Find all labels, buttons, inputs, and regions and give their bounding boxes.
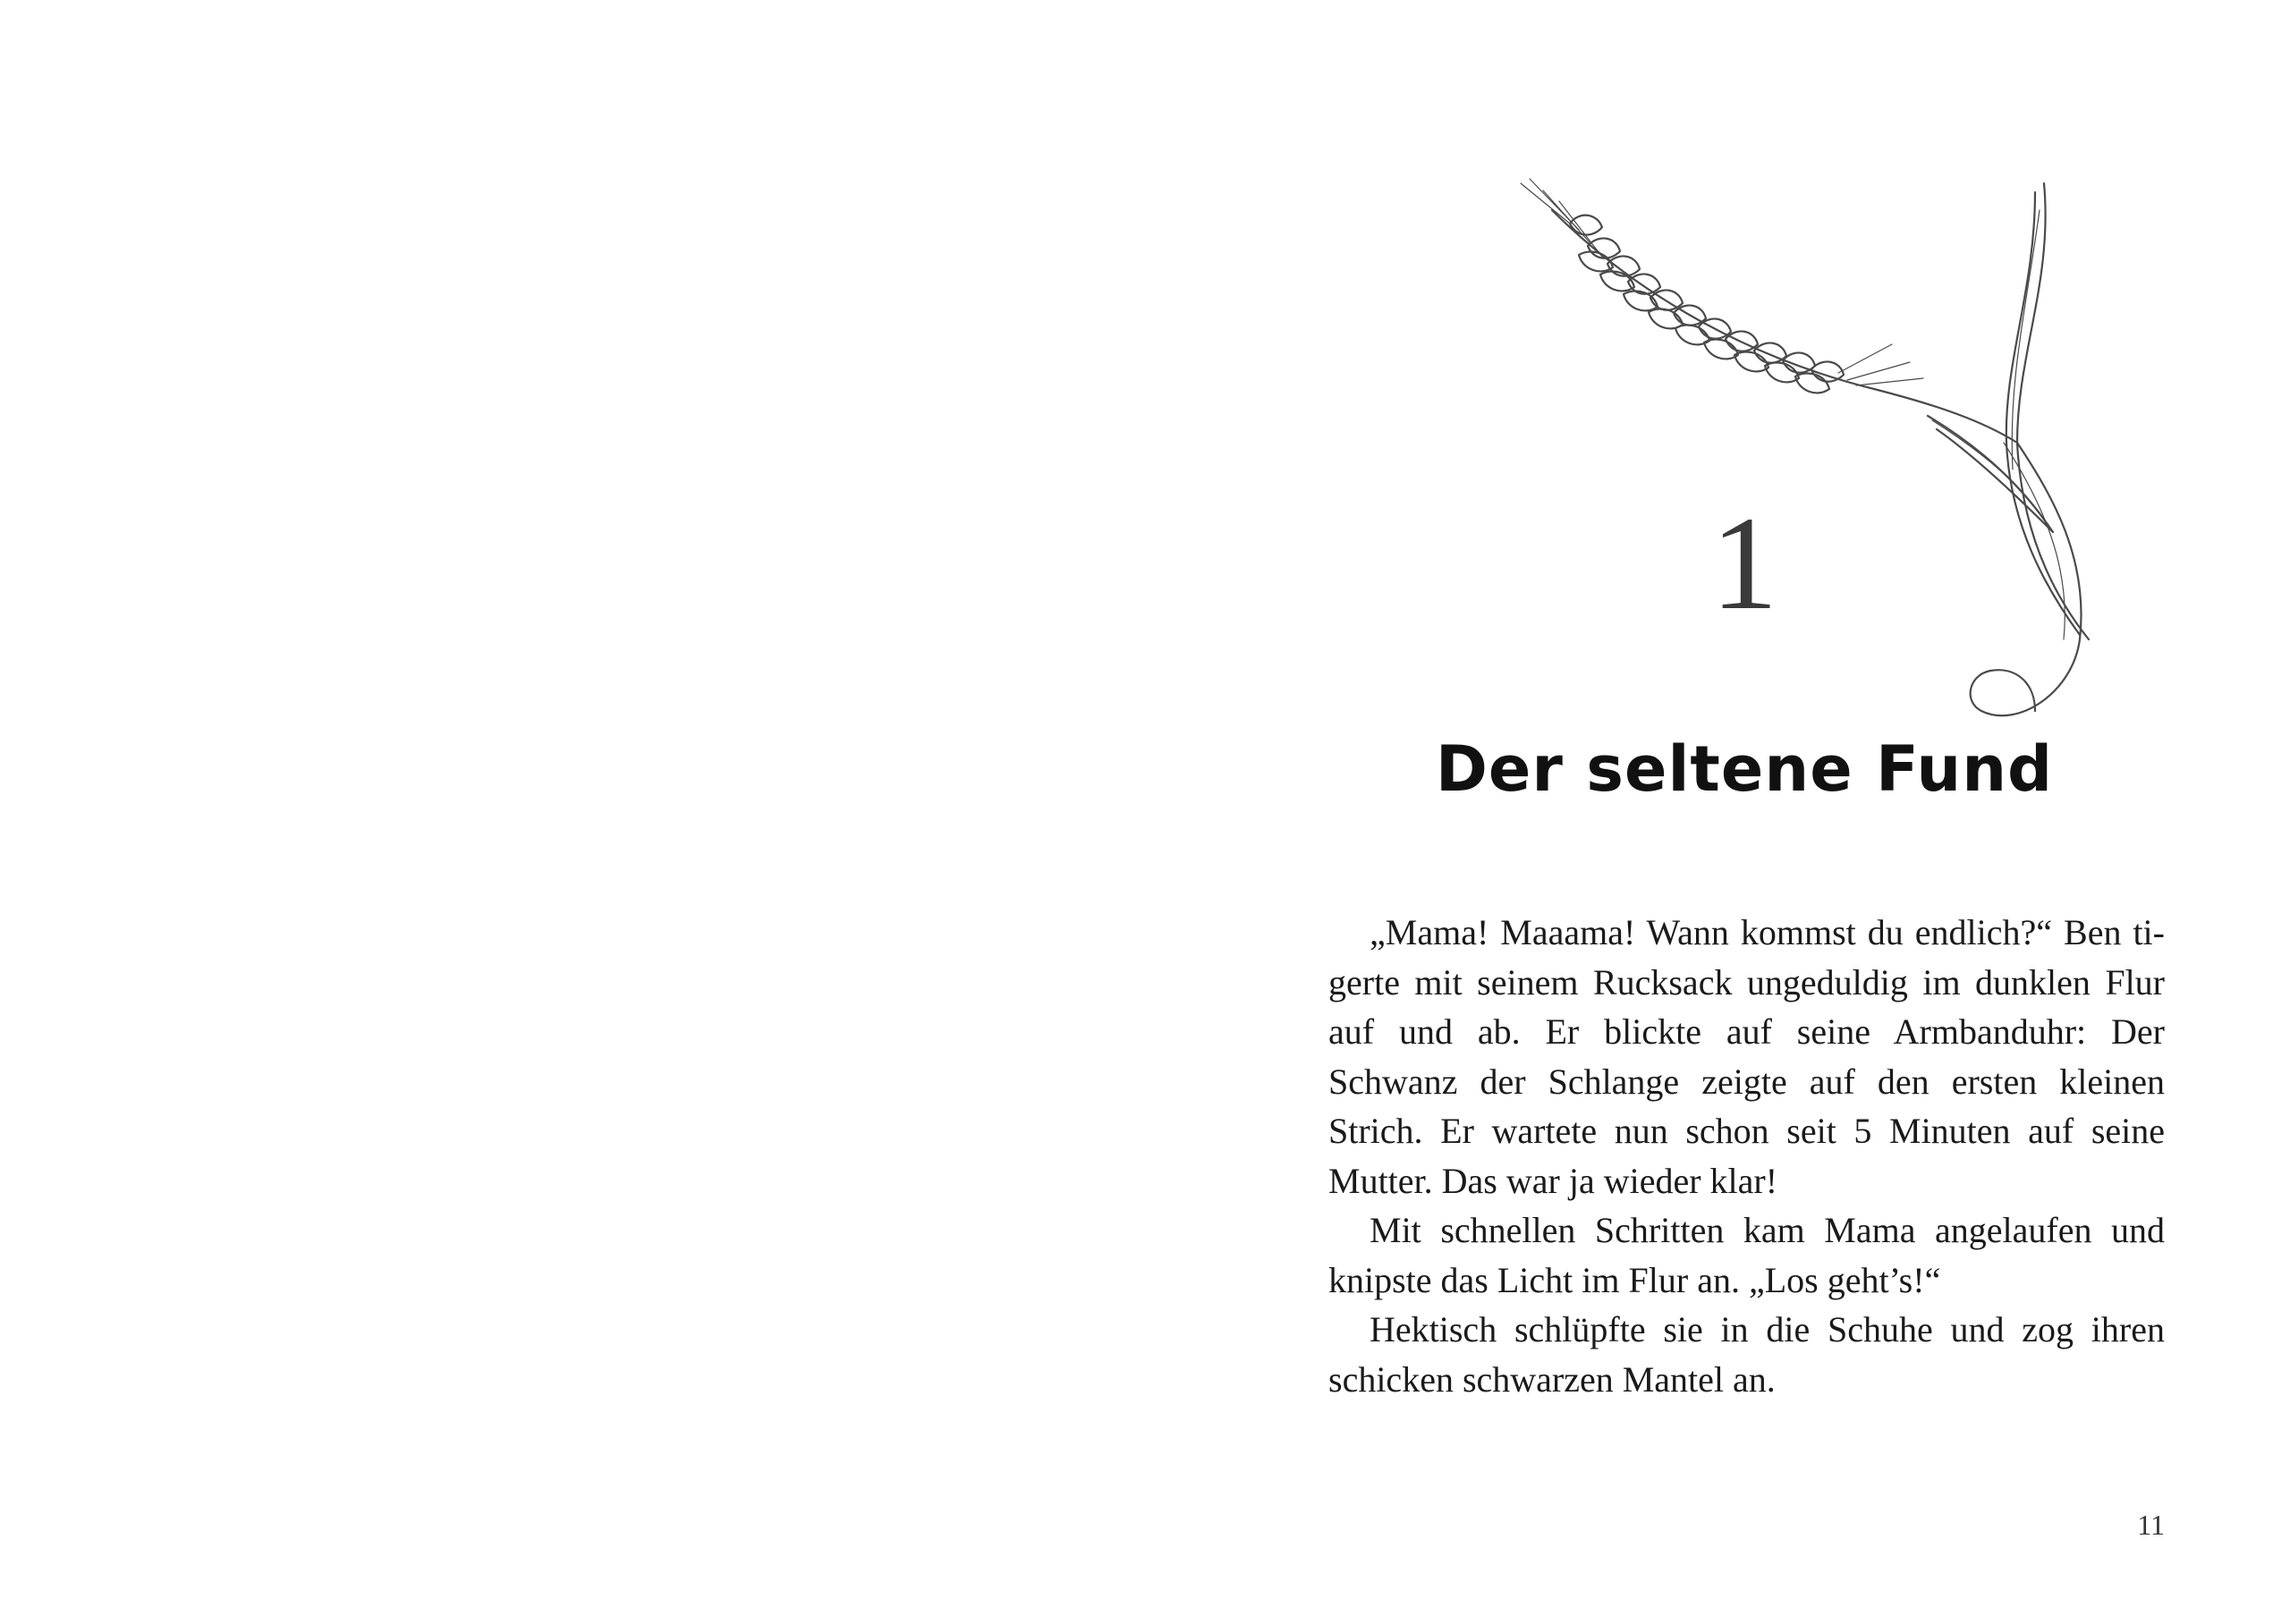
paragraph: Mit schnellen Schritten kam Mama angelaufen und knipste das Licht im Flur an. „Los geht’s!“ xyxy=(1328,1210,2165,1300)
chapter-title: Der seltene Fund xyxy=(1435,732,2054,806)
chapter-number: 1 xyxy=(1710,489,1778,638)
wheat-ear-illustration xyxy=(1516,174,2107,747)
paragraph: „Mama! Maaama! Wann kommst du endlich?“ Ben tigerte mit seinem Rucksack ungeduldig im dunklen Flur auf und ab. Er blickte auf seine Armbanduhr: Der Schwanz der Schlange zeigte auf den ersten kleinen Strich. Er wartete nun schon seit 5 Minuten auf seine Mutter. Das war ja wieder klar! xyxy=(1328,912,2165,1201)
page-number: 11 xyxy=(2137,1509,2165,1541)
paragraph: Hektisch schlüpfte sie in die Schuhe und zog ihren schicken schwarzen Mantel an. xyxy=(1328,1309,2165,1400)
body-text xyxy=(1328,908,2165,1404)
